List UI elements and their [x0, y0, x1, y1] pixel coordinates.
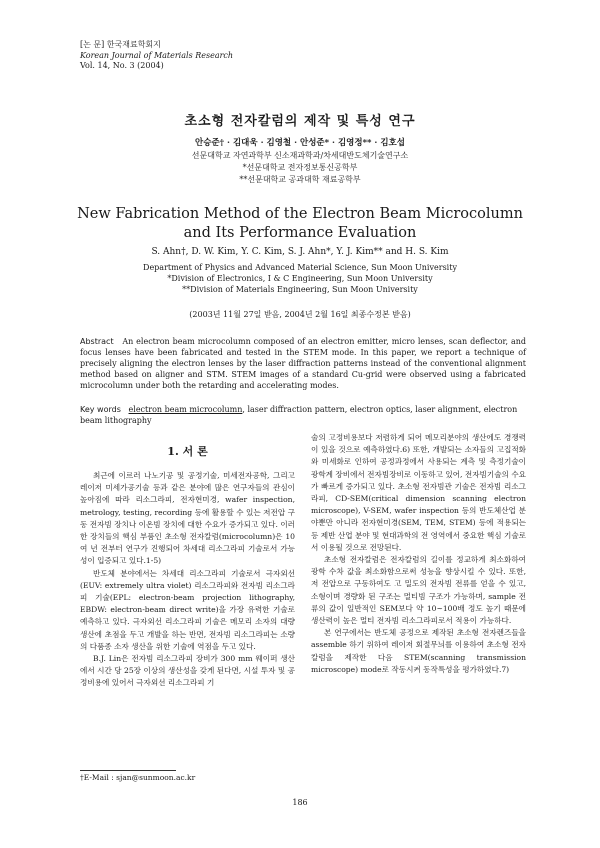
keywords-rest: , laser diffraction pattern, electron optics, laser alignment, electron beam lithography — [80, 405, 518, 425]
abstract — [80, 336, 526, 391]
keywords-label: Key words — [80, 405, 121, 414]
journal-header — [80, 40, 233, 72]
keyword-underlined: electron beam microcolumn — [128, 405, 243, 414]
english-affiliation-1: Department of Physics and Advanced Material Science, Sun Moon University — [143, 263, 457, 272]
paragraph: 반도체 분야에서는 차세대 리소그라피 기술로서 극자외선(EUV: extremely ultra violet) 리소그라피와 전자빔 리소그라피 기술(EPL: electron-beam projection lithography, EBDW: electron-beam direct write)을 가장 유력한 기술로 예측하고 있다. 극자외선 리소그라피 기술은 메모리 소자의 대량생산에 초점을 두고 개발을 하는 반면, 전자빔 리소그라피는 소량의 다품종 소자 생산을 위한 기술에 역점을 두고 있다. — [80, 568, 295, 651]
paragraph: B.J. Lin은 전자빔 리소그라피 장비가 300 mm 웨이퍼 생산에서 시간 당 25장 이상의 생산성을 갖게 된다면, 시설 투자 및 공정비용에 있어서 극자외선 리소그라피 기 — [80, 654, 295, 688]
journal-volume: Vol. 14, No. 3 (2004) — [80, 61, 164, 70]
english-affiliations — [0, 262, 600, 295]
left-column — [80, 470, 295, 690]
english-affiliation-3: **Division of Materials Engineering, Sun Moon University — [182, 285, 418, 294]
keywords — [80, 404, 526, 426]
korean-affiliation-1: 선문대학교 자연과학부 신소재과학과/차세대반도체기술연구소 — [191, 151, 409, 160]
korean-affiliation-2: *선문대학교 전자정보통신공학부 — [242, 163, 358, 172]
korean-affiliation-3: **선문대학교 공과대학 재료공학부 — [239, 175, 361, 184]
korean-authors: 안승준† · 김대욱 · 김영철 · 안성준* · 김영정** · 김호섭 — [195, 138, 405, 148]
section-heading-introduction: 1. 서 론 — [167, 445, 208, 458]
footnote-rule — [80, 770, 176, 771]
korean-affiliations — [0, 150, 600, 186]
english-affiliation-2: *Division of Electronics, I & C Engineering, Sun Moon University — [167, 274, 433, 283]
abstract-text: An electron beam microcolumn composed of an electron emitter, micro lenses, scan deflector, and focus lenses have been fabricated and tested in the STEM mode. In this paper, we report a technique of precisely aligning the electron lenses by the laser diffraction patterns instead of the conventional alignment method based on aligner and STM. STEM images of a standard Cu-grid were observed using a fabricated microcolumn under both the retarding and accelerating modes. — [80, 337, 526, 390]
journal-category: [논 문] 한국재료학회지 — [80, 40, 161, 49]
page-number: 186 — [292, 798, 308, 807]
paragraph: 본 연구에서는 반도체 공정으로 제작된 초소형 전자렌즈들을 assemble 하기 위하여 레이저 회절무늬를 이용하여 초소형 전자칼럼을 제작한 다음 STEM(scanning transmission microscope) mode로 작동시켜 동작특성을 평가하였다.7) — [311, 628, 526, 674]
journal-name: Korean Journal of Materials Research — [80, 50, 234, 60]
korean-title: 초소형 전자칼럼의 제작 및 특성 연구 — [184, 114, 416, 129]
paragraph: 최근에 이르러 나노기공 및 공정기술, 미세전자공학, 그리고 레이저 미세가공기술 등과 같은 분야에 많은 연구자들의 관심이 높아짐에 따라 리소그라피, 전자현미경, wafer inspection, metrology, testing, recording 등에 활용할 수 있는 저전압 구동 전자빔 장치나 이온빔 장치에 대한 수요가 증가되고 있다. 이러한 장치들의 핵심 부품인 초소형 전자칼럼(microcolumn)은 10여 년 전부터 연구가 진행되어 차세대 리소그라피 기술로서 가능성이 입증되고 있다.1-5) — [80, 471, 295, 566]
abstract-label: Abstract — [80, 337, 114, 346]
english-title — [0, 205, 600, 243]
english-title-line-1: New Fabrication Method of the Electron Beam Microcolumn — [77, 206, 523, 222]
english-authors: S. Ahn†, D. W. Kim, Y. C. Kim, S. J. Ahn*, Y. J. Kim** and H. S. Kim — [151, 247, 449, 257]
footnote-email: †E-Mail : sjan@sunmoon.ac.kr — [80, 773, 196, 782]
paragraph: 초소형 전자칼럼은 전자칼럼의 길이를 정교하게 최소화하여 광학 수차 값을 최소화함으로써 성능을 향상시킬 수 있다. 또한, 저 전압으로 구동하여도 고 밀도의 전자빔 전류를 얻을 수 있고, 소형이며 경량화 된 구조는 멀티빔 구조가 가능하며, sample 전류의 값이 일반적인 SEM보다 약 10~100배 정도 높기 때문에 생산력이 높은 멀티 전자빔 리소그라피로서 적용이 가능하다. — [311, 555, 526, 626]
received-dates: (2003년 11월 27일 받음, 2004년 2월 16일 최종수정본 받음) — [189, 310, 411, 319]
english-title-line-2: and Its Performance Evaluation — [183, 225, 417, 241]
paragraph: 술의 고정비용보다 저렴하게 되어 메모리분야의 생산에도 경쟁력이 있을 것으로 예측하였다.6) 또한, 개발되는 소자들의 고집적화와 미세화로 인하여 공정과정에서 사용되는 계측 및 측정기술이 광학계 장비에서 전자빔장비로 이동하고 있어, 전자빔기술의 수요가 빠르게 증가되고 있다. 초소형 전자빔관 기술은 전자빔 리소그라피, CD-SEM(critical dimension scanning electron microscope), V-SEM, wafer inspection 등의 반도체산업 분야뿐만 아니라 전자현미경(SEM, TEM, STEM) 등에 적용되는 등 제반 산업 분야 및 현대과학의 전 영역에서 중요한 핵심 기술로서 이용될 것으로 전망된다. — [311, 433, 526, 552]
right-column — [311, 432, 526, 676]
